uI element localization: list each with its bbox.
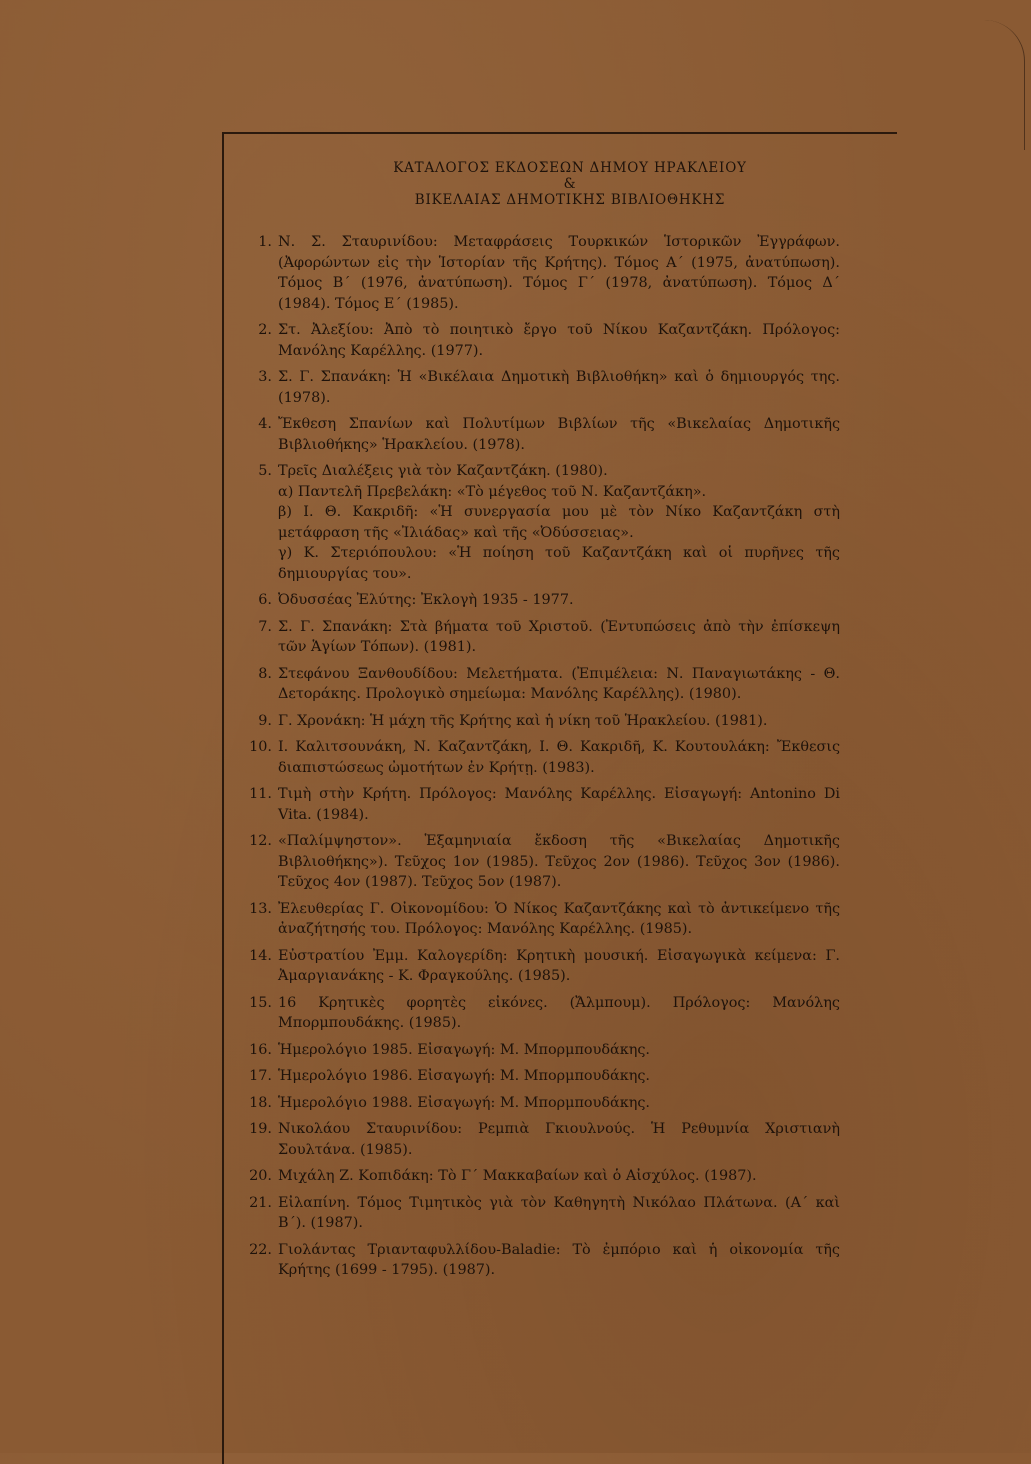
- catalog-entry: [248, 461, 840, 584]
- catalog-entry: [248, 831, 840, 893]
- entry-number: 5.: [258, 463, 272, 479]
- entry-text: Σ. Γ. Σπανάκη: Ἡ «Βικέλαια Δημοτικὴ Βιβλιοθήκη» καὶ ὁ δημιουργός της. (1978).: [278, 369, 840, 406]
- catalog-entry: [248, 232, 840, 314]
- entry-number: 22.: [249, 1241, 272, 1258]
- entry-text: Ἐλευθερίας Γ. Οἰκονομίδου: Ὁ Νίκος Καζαντζάκης καὶ τὸ ἀντικείμενο τῆς ἀναζήτησής του. Πρόλογος: Μανόλης Καρέλλης. (1985).: [278, 900, 840, 937]
- entry-text: Ἡμερολόγιο 1988. Εἰσαγωγή: Μ. Μπορμπουδάκης.: [278, 1094, 650, 1111]
- catalog-entry: [248, 1166, 840, 1187]
- catalog-heading: [240, 160, 900, 208]
- entry-text: Σ. Γ. Σπανάκη: Στὰ βήματα τοῦ Χριστοῦ. (Ἐντυπώσεις ἀπὸ τὴν ἐπίσκεψη τῶν Ἁγίων Τόπων). (1981).: [278, 618, 840, 655]
- catalog-entry: [248, 946, 840, 987]
- catalog-entry: [248, 414, 840, 455]
- entry-number: 15.: [249, 994, 272, 1011]
- entry-text: Ν. Σ. Σταυρινίδου: Μεταφράσεις Τουρκικών Ἱστορικῶν Ἐγγράφων. (Ἀφορώντων εἰς τὴν Ἱστορίαν τῆς Κρήτης). Τόμος Α΄ (1975, ἀνατύπωση). Τόμος Β΄ (1976, ἀνατύπωση). Τόμος Γ΄ (1978, ἀνατύπωση). Τόμος Δ΄ (1984). Τόμος Ε΄ (1985).: [278, 234, 840, 312]
- heading-line-1: ΚΑΤΑΛΟΓΟΣ ΕΚΔΟΣΕΩΝ ΔΗΜΟΥ ΗΡΑΚΛΕΙΟΥ: [393, 160, 747, 176]
- entry-number: 11.: [249, 786, 272, 802]
- catalog-entry: [248, 1119, 840, 1160]
- entry-text: Μιχάλη Ζ. Κοπιδάκη: Τὸ Γ΄ Μακκαβαίων καὶ ὁ Αἰσχύλος. (1987).: [278, 1168, 757, 1184]
- entry-subitem: β) Ι. Θ. Κακριδῆ: «Ἡ συνεργασία μου μὲ τὸν Νίκο Καζαντζάκη στὴ μετάφραση τῆς «Ἰλιάδας» καὶ τῆς «Ὀδύσσειας».: [278, 504, 840, 541]
- entry-number: 4.: [258, 416, 272, 432]
- entry-number: 1.: [258, 234, 272, 250]
- catalog-entry: [248, 320, 840, 361]
- paper-fold-line: [984, 20, 1025, 150]
- entry-text: Ἔκθεση Σπανίων καὶ Πολυτίμων Βιβλίων τῆς «Βικελαίας Δημοτικῆς Βιβλιοθήκης» Ἡρακλείου. (1978).: [278, 416, 840, 453]
- catalog-entry: [248, 1066, 840, 1087]
- catalog-entry: [248, 784, 840, 825]
- entry-number: 9.: [258, 712, 272, 729]
- entry-number: 18.: [249, 1094, 272, 1111]
- entry-number: 21.: [249, 1194, 272, 1211]
- catalog-entry: [248, 1040, 840, 1061]
- entry-number: 19.: [249, 1121, 272, 1137]
- entry-subitem: α) Παντελῆ Πρεβελάκη: «Τὸ μέγεθος τοῦ Ν. Καζαντζάκη».: [278, 483, 707, 500]
- entry-subitem: γ) Κ. Στεριόπουλου: «Ἡ ποίηση τοῦ Καζαντζάκη καὶ οἱ πυρῆνες τῆς δημιουργίας του».: [278, 545, 840, 582]
- entry-text: Εὐστρατίου Ἐμμ. Καλογερίδη: Κρητικὴ μουσική. Εἰσαγωγικὰ κείμενα: Γ. Ἀμαργιανάκης - Κ. Φραγκούλης. (1985).: [278, 947, 840, 984]
- entry-text: Εἰλαπίνη. Τόμος Τιμητικὸς γιὰ τὸν Καθηγητὴ Νικόλαο Πλάτωνα. (Α΄ καὶ Β΄). (1987).: [278, 1194, 840, 1231]
- catalog-entry: [248, 737, 840, 778]
- entry-text: Ἡμερολόγιο 1986. Εἰσαγωγή: Μ. Μπορμπουδάκης.: [278, 1068, 650, 1084]
- catalog-entry: [248, 711, 840, 732]
- catalog-entry: [248, 993, 840, 1034]
- entry-number: 2.: [258, 322, 272, 338]
- heading-line-3: ΒΙΚΕΛΑΙΑΣ ΔΗΜΟΤΙΚΗΣ ΒΙΒΛΙΟΘΗΚΗΣ: [414, 192, 726, 208]
- entry-text: Γ. Χρονάκη: Ἡ μάχη τῆς Κρήτης καὶ ἡ νίκη τοῦ Ἡρακλείου. (1981).: [278, 712, 768, 729]
- entry-text: Τρεῖς Διαλέξεις γιὰ τὸν Καζαντζάκη. (1980).: [278, 463, 608, 479]
- catalog-entry: [248, 1240, 840, 1281]
- catalog-entry: [248, 367, 840, 408]
- catalog-entry: [248, 617, 840, 658]
- heading-ampersand: &: [563, 176, 577, 192]
- entry-number: 14.: [249, 947, 272, 964]
- entry-text: «Παλίμψηστον». Ἑξαμηνιαία ἔκδοση τῆς «Βικελαίας Δημοτικῆς Βιβλιοθήκης»). Τεῦχος 1ον (1985). Τεῦχος 2ον (1986). Τεῦχος 3ον (1986). Τεῦχος 4ον (1987). Τεῦχος 5ον (1987).: [278, 833, 840, 890]
- entry-number: 10.: [249, 739, 272, 755]
- entry-number: 7.: [258, 618, 272, 635]
- catalog-entry: [248, 664, 840, 705]
- entry-number: 16.: [249, 1041, 272, 1058]
- entry-text: Νικολάου Σταυρινίδου: Ρεμπιὰ Γκιουλνούς. Ἡ Ρεθυμνία Χριστιανὴ Σουλτάνα. (1985).: [278, 1121, 840, 1158]
- entry-text: Ἡμερολόγιο 1985. Εἰσαγωγή: Μ. Μπορμπουδάκης.: [278, 1041, 650, 1058]
- catalog-entry: [248, 1193, 840, 1234]
- catalog-entry: [248, 899, 840, 940]
- entry-text: 16 Κρητικὲς φορητὲς εἰκόνες. (Ἄλμπουμ). Πρόλογος: Μανόλης Μπορμπουδάκης. (1985).: [278, 994, 840, 1031]
- entry-number: 6.: [258, 592, 272, 608]
- entry-number: 17.: [249, 1068, 272, 1084]
- publication-list: [248, 232, 840, 1287]
- entry-text: Τιμὴ στὴν Κρήτη. Πρόλογος: Μανόλης Καρέλλης. Εἰσαγωγή: Antonino Di Vita. (1984).: [278, 786, 840, 823]
- entry-number: 8.: [258, 665, 272, 682]
- catalog-entry: [248, 1093, 840, 1114]
- catalog-entry: [248, 590, 840, 611]
- entry-number: 13.: [249, 900, 272, 917]
- entry-number: 3.: [258, 369, 272, 385]
- entry-text: Στεφάνου Ξανθουδίδου: Μελετήματα. (Ἐπιμέλεια: Ν. Παναγιωτάκης - Θ. Δετοράκης. Προλογικὸ σημείωμα: Μανόλης Καρέλλης). (1980).: [278, 665, 840, 702]
- entry-text: Στ. Ἀλεξίου: Ἀπὸ τὸ ποιητικὸ ἔργο τοῦ Νίκου Καζαντζάκη. Πρόλογος: Μανόλης Καρέλλης. (1977).: [278, 322, 840, 359]
- entry-number: 20.: [249, 1168, 272, 1184]
- entry-text: Γιολάντας Τριανταφυλλίδου-Baladie: Τὸ ἐμπόριο καὶ ἡ οἰκονομία τῆς Κρήτης (1699 - 1795). (1987).: [278, 1241, 840, 1278]
- entry-text: Ι. Καλιτσουνάκη, Ν. Καζαντζάκη, Ι. Θ. Κακριδῆ, Κ. Κουτουλάκη: Ἔκθεσις διαπιστώσεως ὠμοτήτων ἐν Κρήτῃ. (1983).: [278, 739, 840, 776]
- entry-text: Ὀδυσσέας Ἐλύτης: Ἐκλογὴ 1935 - 1977.: [278, 592, 574, 608]
- entry-number: 12.: [249, 833, 272, 849]
